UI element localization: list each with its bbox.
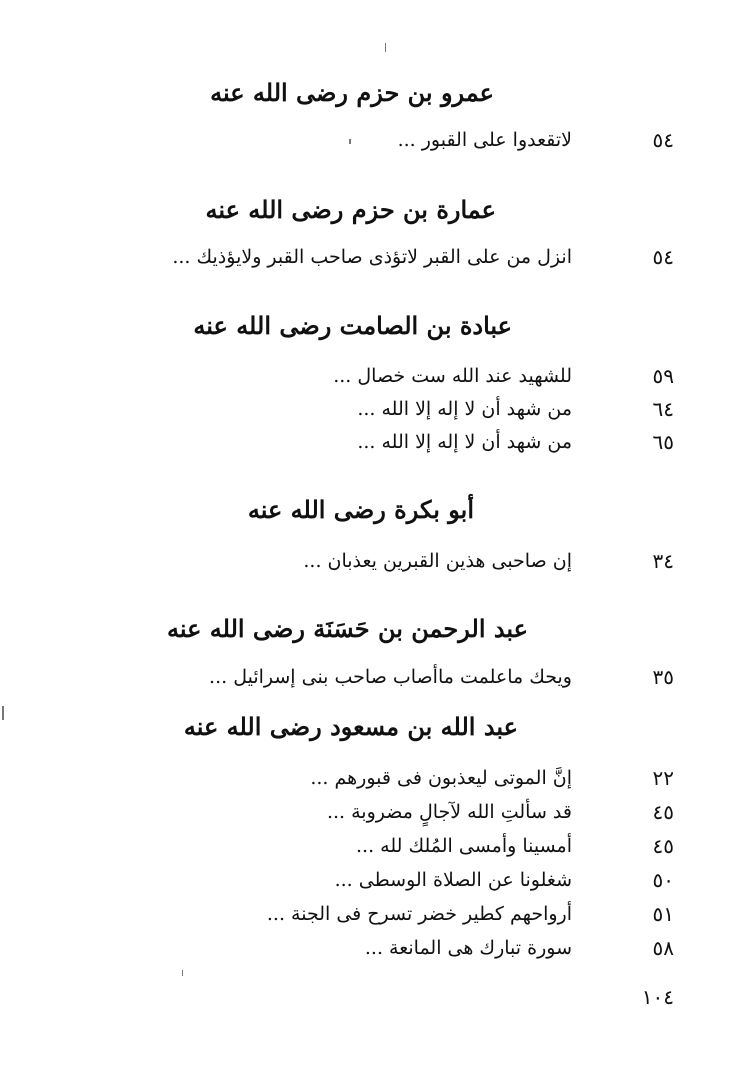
scan-speck	[385, 43, 386, 52]
entry-text: أمسينا وأمسى المُلك لله ...	[356, 835, 572, 857]
list-item	[0, 662, 750, 692]
entry-number: ٥٨	[652, 936, 674, 960]
entry-number: ٢٢	[652, 766, 674, 790]
list-item	[0, 125, 750, 155]
entry-text: انزل من على القبر لاتؤذى صاحب القبر ولايؤذيك ...	[172, 246, 572, 268]
page-number: ١٠٤	[641, 985, 674, 1009]
scan-speck	[2, 706, 4, 720]
entry-number: ٥٩	[652, 364, 674, 388]
entry-text: شغلونا عن الصلاة الوسطى ...	[334, 869, 572, 891]
section-heading: عبادة بن الصامت رضى الله عنه	[193, 311, 512, 340]
list-item	[0, 361, 750, 391]
entry-number: ٣٥	[652, 665, 674, 689]
entry-number: ٥١	[652, 902, 674, 926]
entry-text: سورة تبارك هى المانعة ...	[364, 937, 572, 959]
entry-text: من شهد أن لا إله إلا الله ...	[357, 431, 572, 453]
entry-text: إن صاحبى هذين القبرين يعذبان ...	[303, 550, 572, 572]
scan-speck	[182, 970, 183, 976]
entry-text: للشهيد عند الله ست خصال ...	[333, 365, 572, 387]
list-item	[0, 546, 750, 576]
entry-text: أرواحهم كطير خضر تسرح فى الجنة ...	[266, 903, 572, 925]
section-heading: أبو بكرة رضى الله عنه	[247, 495, 474, 524]
entry-number: ٤٥	[652, 800, 674, 824]
list-item	[0, 763, 750, 793]
entry-number: ٣٤	[652, 549, 674, 573]
list-item	[0, 427, 750, 457]
list-item	[0, 242, 750, 272]
section-heading: عمارة بن حزم رضى الله عنه	[205, 195, 496, 224]
entry-text: من شهد أن لا إله إلا الله ...	[357, 398, 572, 420]
entry-text: إنَّ الموتى ليعذبون فى قبورهم ...	[310, 767, 572, 789]
list-item	[0, 865, 750, 895]
entry-text: قد سألتِ الله لآجالٍ مضروبة ...	[326, 801, 572, 823]
section-heading: عبد الرحمن بن حَسَنَة رضى الله عنه	[167, 614, 528, 643]
scan-speck	[349, 139, 351, 144]
entry-number: ٥٠	[652, 868, 674, 892]
entry-number: ٦٥	[652, 430, 674, 454]
list-item	[0, 899, 750, 929]
entry-text: لاتقعدوا على القبور ...	[397, 129, 572, 151]
section-heading: عبد الله بن مسعود رضى الله عنه	[183, 712, 518, 741]
list-item	[0, 831, 750, 861]
entry-number: ٦٤	[652, 397, 674, 421]
list-item	[0, 797, 750, 827]
list-item	[0, 394, 750, 424]
section-heading: عمرو بن حزم رضى الله عنه	[210, 78, 494, 107]
entry-number: ٤٥	[652, 834, 674, 858]
entry-number: ٥٤	[652, 245, 674, 269]
list-item	[0, 933, 750, 963]
entry-number: ٥٤	[652, 128, 674, 152]
entry-text: ويحك ماعلمت ماأصاب صاحب بنى إسرائيل ...	[209, 666, 572, 688]
